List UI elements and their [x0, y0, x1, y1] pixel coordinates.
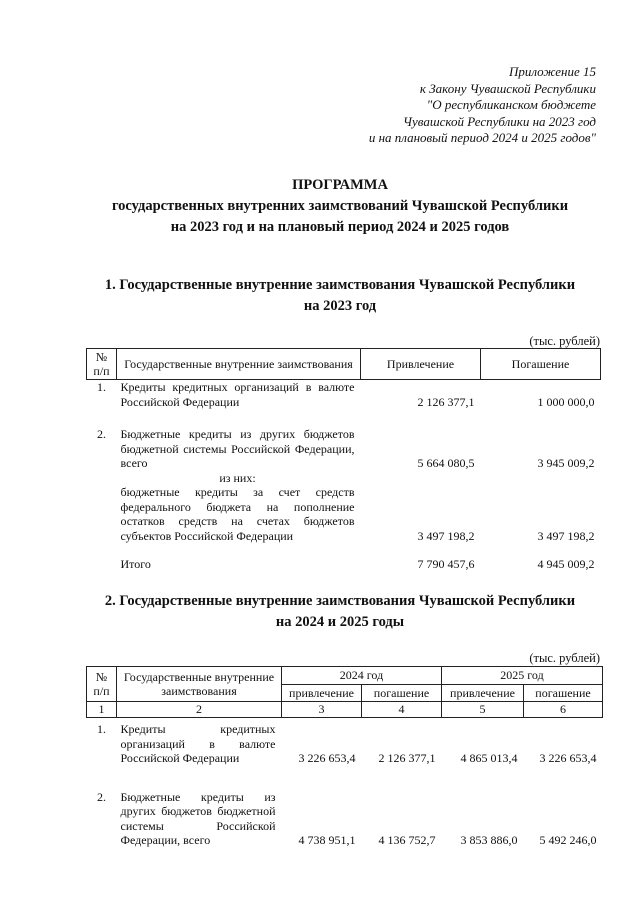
section-title-line: 2. Государственные внутренние заимствования Чувашской Республики [104, 593, 576, 609]
row-spacer [87, 766, 603, 790]
row-num [87, 557, 117, 572]
annex-line: Чувашской Республики на 2023 год [403, 113, 596, 129]
row-num: 1. [97, 722, 106, 736]
header-repay-2024: погашение [362, 685, 442, 702]
row-repay-2024: 2 126 377,1 [378, 751, 436, 765]
table-row [87, 427, 601, 471]
row-raise: 2 126 377,1 [417, 394, 475, 409]
row-name: Кредиты кредитных организаций в валюте Российской Федерации [120, 722, 276, 765]
row-raise-2024: 3 226 653,4 [298, 751, 356, 765]
header-repay-2025: погашение [524, 685, 603, 702]
table-row [87, 790, 603, 848]
header-name: Государственные внутренние заимствования [117, 667, 282, 702]
header-repay: Погашение [481, 349, 601, 380]
table-row [87, 722, 603, 766]
table-row [87, 485, 601, 543]
annex-line: "О республиканском бюджете [426, 97, 596, 113]
section-title-line: 1. Государственные внутренние заимствования Чувашской Республики [104, 277, 576, 293]
section2-title [40, 591, 640, 633]
document-title [40, 175, 640, 238]
section1-table [86, 348, 601, 572]
row-spacer [87, 543, 601, 557]
header-raise-2025: привлечение [442, 685, 524, 702]
row-repay: 3 945 009,2 [537, 456, 595, 470]
row-raise-2025: 4 865 013,4 [460, 751, 518, 765]
section2-unit: (тыс. рублей) [529, 651, 600, 665]
section2-table [86, 666, 603, 848]
row-repay-2025: 3 226 653,4 [539, 751, 597, 765]
section-title-line: на 2024 и 2025 годы [275, 614, 405, 630]
table-row [87, 471, 601, 486]
row-spacer [87, 409, 601, 427]
table-row [87, 557, 601, 572]
header-raise-2024: привлечение [282, 685, 362, 702]
col-number: 2 [117, 702, 282, 718]
row-repay-2025: 5 492 246,0 [539, 833, 597, 847]
col-number: 3 [282, 702, 362, 718]
header-raise: Привлечение [361, 349, 481, 380]
col-number: 5 [442, 702, 524, 718]
row-num [87, 485, 117, 543]
row-num [87, 471, 117, 486]
section-title-line: на 2023 год [303, 298, 377, 314]
row-num: 2. [97, 427, 106, 441]
row-raise [361, 471, 481, 486]
header-year-2024: 2024 год [282, 667, 442, 685]
annex-block [296, 64, 596, 147]
row-raise: 3 497 198,2 [417, 528, 475, 543]
section1-unit: (тыс. рублей) [529, 334, 600, 348]
row-name: из них: [219, 470, 256, 485]
annex-line: и на плановый период 2024 и 2025 годов" [368, 130, 596, 146]
row-name: бюджетные кредиты за счет средств федерального бюджета на пополнение остатков средств на счетах бюджетов субъектов Российской Федерации [120, 485, 355, 543]
row-name: Бюджетные кредиты из других бюджетов бюджетной системы Российской Федерации, всего [120, 789, 276, 847]
row-repay [481, 471, 601, 486]
header-name: Государственные внутренние заимствования [117, 349, 361, 380]
header-num: № п/п [87, 667, 117, 702]
row-raise-2025: 3 853 886,0 [460, 833, 518, 847]
annex-line: Приложение 15 [508, 64, 596, 79]
table-row [87, 380, 601, 410]
document-title-line: государственных внутренних заимствований Чувашской Республики [111, 198, 569, 214]
row-repay: 1 000 000,0 [537, 394, 595, 409]
row-raise-2024: 4 738 951,1 [298, 833, 356, 847]
annex-line: к Закону Чувашской Республики [419, 80, 596, 96]
row-raise: 5 664 080,5 [417, 456, 475, 470]
row-repay: 3 497 198,2 [537, 528, 595, 543]
row-repay-2024: 4 136 752,7 [378, 833, 436, 847]
document-title-line: на 2023 год и на плановый период 2024 и 2025 годов [170, 219, 510, 235]
row-raise: 7 790 457,6 [417, 557, 475, 571]
document-title-line: ПРОГРАММА [292, 177, 388, 193]
row-num: 2. [97, 789, 106, 804]
section1-title [40, 275, 640, 317]
row-num: 1. [97, 380, 106, 394]
header-num: № п/п [87, 349, 117, 380]
row-name: Итого [120, 557, 151, 571]
col-number: 6 [524, 702, 603, 718]
row-name: Бюджетные кредиты из других бюджетов бюджетной системы Российской Федерации, всего [120, 427, 355, 470]
row-repay: 4 945 009,2 [537, 557, 595, 571]
col-number: 4 [362, 702, 442, 718]
header-year-2025: 2025 год [442, 667, 603, 685]
col-number: 1 [87, 702, 117, 718]
row-name: Кредиты кредитных организаций в валюте Российской Федерации [120, 380, 355, 409]
